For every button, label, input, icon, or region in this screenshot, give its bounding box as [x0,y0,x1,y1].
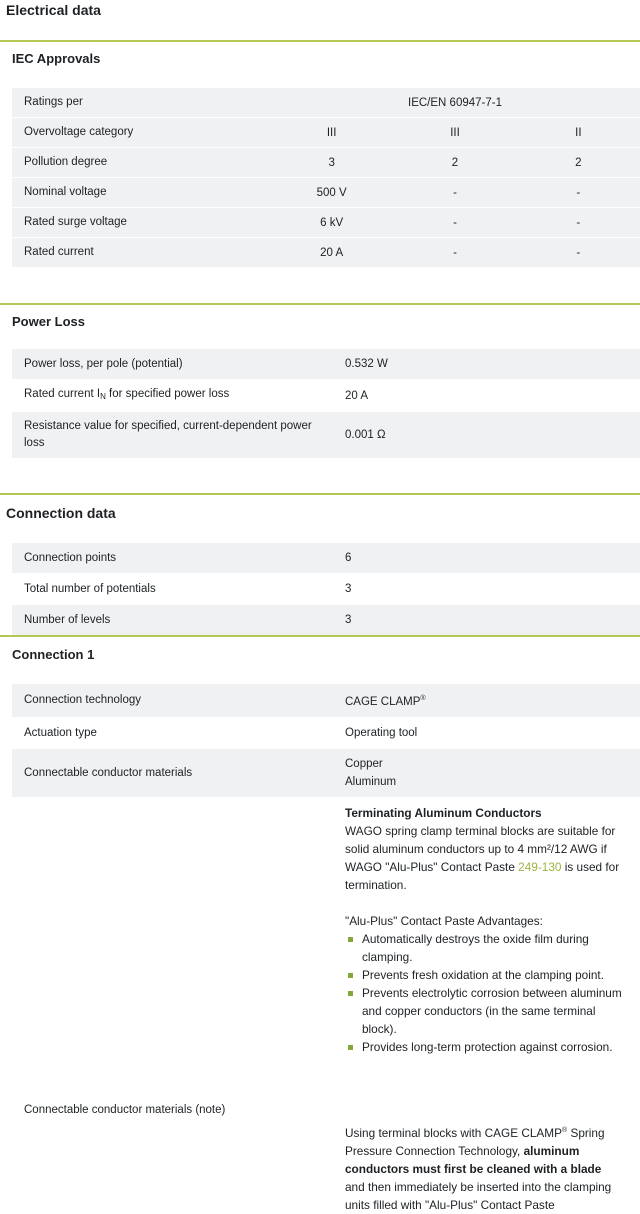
row-value: 3 [345,583,352,595]
square-bullet-icon [348,1045,353,1050]
section-divider [0,635,640,637]
row-value: 2 [575,156,582,169]
row-value: - [453,186,457,199]
contact-paste-link[interactable]: 249-130 [518,860,562,874]
section-divider [0,40,640,42]
table-row [12,543,640,573]
table-row [12,178,640,207]
row-value [345,749,640,797]
conductor-materials-note-row [12,1092,640,1214]
iec-approvals-heading: IEC Approvals [12,51,101,66]
row-label: Connectable conductor materials [24,766,193,779]
table-row [12,412,640,458]
registered-trademark-symbol: ® [420,695,426,702]
terminating-note [345,798,640,1066]
row-value: Operating tool [345,727,418,739]
section-connection-data [0,503,640,637]
row-value: 6 kV [320,216,344,229]
note-text-bold: aluminum conductors must first be cleaned with a blade [345,1144,602,1176]
power-loss-table [12,349,640,458]
list-item [345,966,622,984]
connection-1-table [12,684,640,1214]
value-line: Copper [345,758,383,770]
row-value: 20 A [345,389,369,402]
note-text: is used for termination. [345,860,620,892]
square-bullet-icon [348,937,353,942]
row-label: Number of levels [24,613,111,626]
row-label: Connection points [24,551,117,564]
conductor-materials-note [345,1092,640,1214]
connection-data-table [12,543,640,635]
note-text: Spring Pressure Connection Technology, [345,1126,605,1158]
section-divider [0,303,640,305]
row-value: 6 [345,552,352,564]
list-item [345,930,622,966]
table-row [12,88,640,117]
list-item-text: Provides long-term protection against corrosion. [362,1040,613,1054]
row-value: - [453,246,457,259]
row-label: Total number of potentials [24,582,156,595]
row-label: Ratings per [24,96,83,108]
square-bullet-icon [348,973,353,978]
row-value: 0.001 Ω [345,429,386,441]
table-row [12,749,640,797]
list-item-text: Prevents fresh oxidation at the clamping point. [362,968,604,982]
connection-data-heading: Connection data [6,505,116,521]
row-label-text: for specified power loss [105,388,230,400]
section-connection-1 [0,647,640,1214]
table-row [12,118,640,147]
table-row [12,349,640,379]
row-label: Resistance value for specified, current-dependent power loss [24,420,312,449]
row-value: - [576,246,581,259]
row-label-empty [12,798,345,1066]
registered-trademark-symbol: ® [562,1127,568,1134]
row-value: - [576,186,581,199]
row-value: 20 A [320,246,344,259]
row-label: Power loss, per pole (potential) [24,357,183,370]
note-text: and then immediately be inserted into the clamping units filled with "Alu-Plus" Contact Paste [345,1180,612,1212]
table-row [12,718,640,748]
note-title: Terminating Aluminum Conductors [345,806,542,820]
table-row [12,148,640,177]
table-row [12,605,640,635]
square-bullet-icon [348,991,353,996]
row-value: - [576,216,581,229]
value-text: CAGE CLAMP [345,696,421,708]
note-paragraph [345,822,622,894]
advantages-list [345,930,622,1056]
row-label: Connection technology [24,694,141,706]
section-iec-approvals [0,51,640,267]
list-item-text: Prevents electrolytic corrosion between aluminum and copper conductors (in the same terminal block). [362,986,622,1036]
row-value: 3 [345,614,352,626]
terminating-note-row [12,798,640,1066]
page-title: Electrical data [6,2,101,18]
row-value: - [453,216,457,229]
row-label-text: Rated current I [24,388,101,400]
row-label: Nominal voltage [24,186,107,198]
row-value: III [450,126,460,139]
note-text: Using terminal blocks with CAGE CLAMP [345,1126,562,1140]
row-value: IEC/EN 60947-7-1 [408,96,502,109]
advantages-title: "Alu-Plus" Contact Paste Advantages: [345,914,543,928]
section-power-loss [0,314,640,458]
subscript-n: N [100,392,106,401]
row-value: II [575,126,582,139]
row-value: III [326,126,337,139]
table-row [12,208,640,237]
power-loss-heading: Power Loss [12,314,85,329]
iec-approvals-table [12,88,640,267]
row-value: 500 V [316,186,347,199]
table-row [12,574,640,604]
row-label: Actuation type [24,726,97,739]
section-divider [0,493,640,495]
value-line: Aluminum [345,776,397,788]
note-text: WAGO spring clamp terminal blocks are suitable for solid aluminum conductors up to 4 mm²/12 AWG if WAGO "Alu-Plus" Contact Paste [345,824,616,874]
row-value: 0.532 W [345,358,388,370]
connection-1-heading: Connection 1 [12,647,95,662]
table-row [12,684,640,717]
row-value [345,684,640,717]
list-item-text: Automatically destroys the oxide film during clamping. [362,932,589,964]
row-label: Overvoltage category [24,126,134,138]
row-label: Rated current [24,246,94,258]
row-value: 2 [451,156,459,169]
row-label: Connectable conductor materials (note) [24,1104,226,1116]
row-label [12,380,345,411]
list-item [345,984,622,1038]
row-label: Pollution degree [24,156,108,168]
table-row [12,380,640,411]
table-row [12,238,640,267]
row-label: Rated surge voltage [24,216,127,228]
row-value: 3 [328,156,335,169]
list-item [345,1038,622,1056]
